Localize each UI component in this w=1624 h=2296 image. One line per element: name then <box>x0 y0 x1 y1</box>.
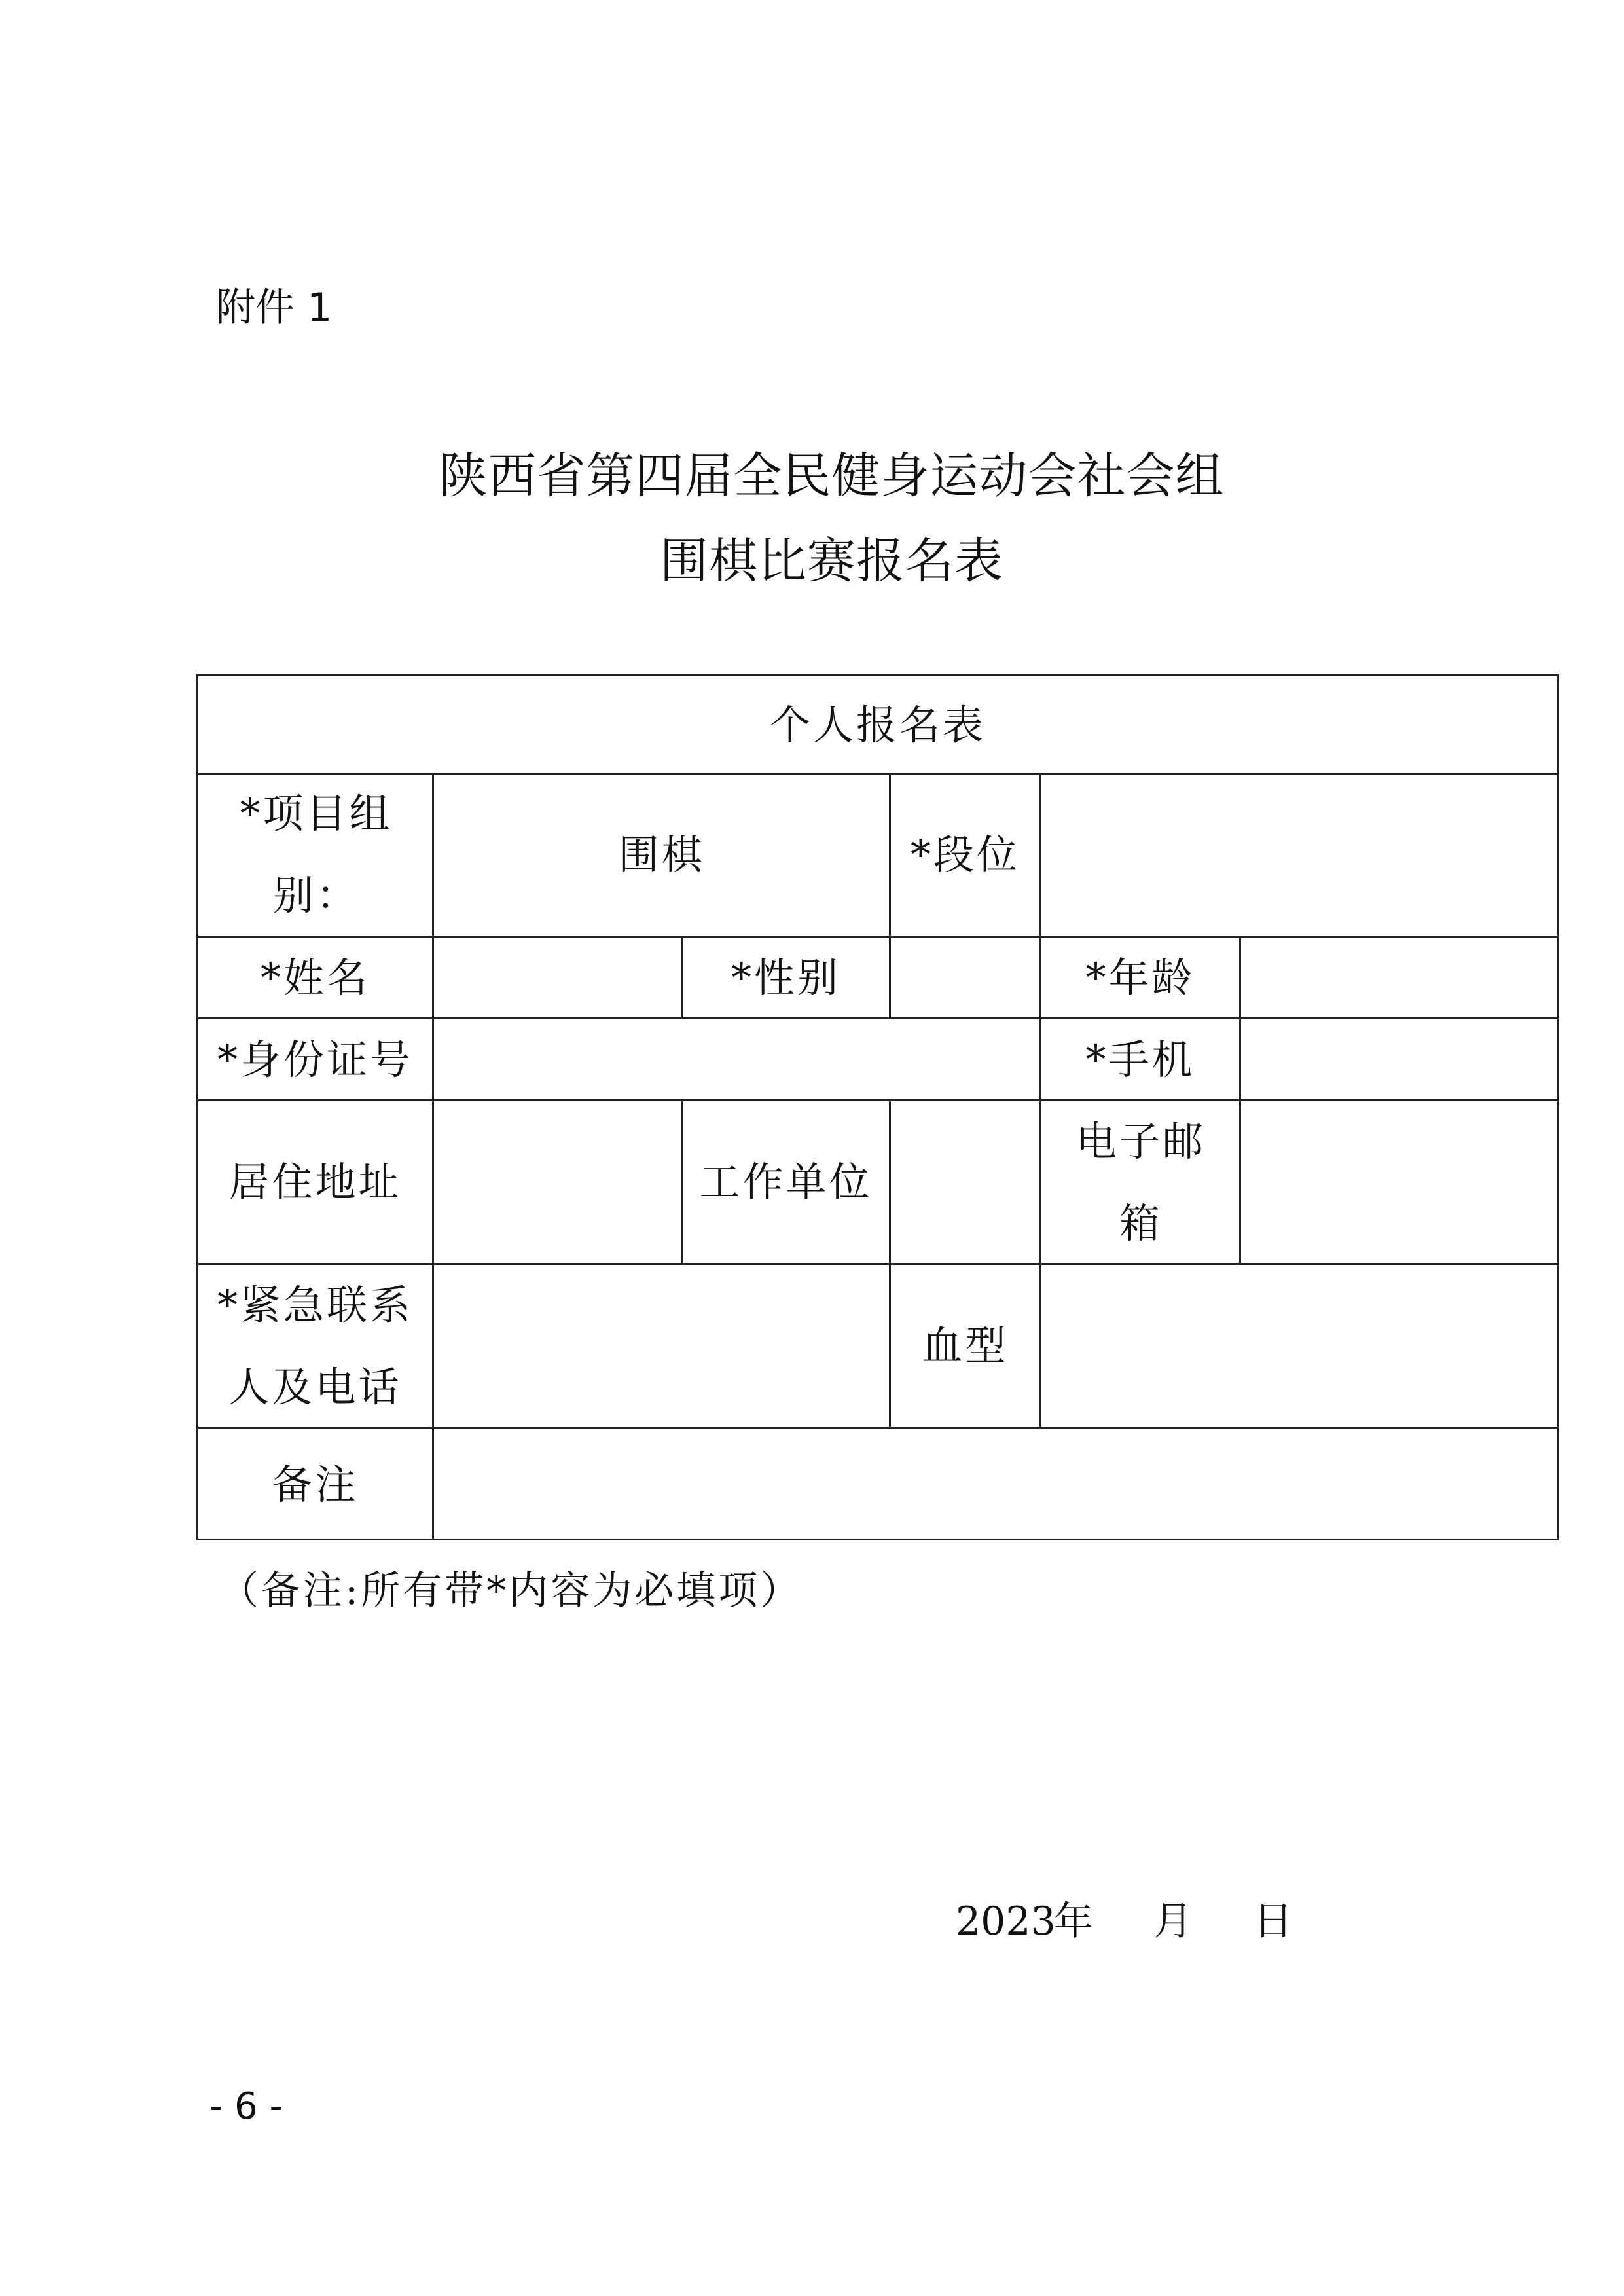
email-label: 电子邮箱 <box>1075 1117 1206 1247</box>
gender-field[interactable] <box>891 938 1039 1017</box>
remark-field[interactable] <box>434 1429 1557 1540</box>
remark-label: 备注 <box>272 1460 359 1508</box>
id-number-field[interactable] <box>434 1019 1039 1099</box>
attachment-label: 附件 1 <box>216 285 333 331</box>
date-year-unit: 年 <box>1054 1899 1093 1944</box>
date-month-unit: 月 <box>1153 1899 1193 1944</box>
phone-label: *手机 <box>1085 1035 1195 1084</box>
work-unit-field[interactable] <box>891 1101 1039 1263</box>
date-day-unit: 日 <box>1254 1899 1293 1944</box>
emergency-contact-field[interactable] <box>434 1265 889 1427</box>
rank-label: *段位 <box>910 830 1020 879</box>
rank-field[interactable] <box>1041 773 1557 936</box>
work-unit-label: 工作单位 <box>699 1158 873 1206</box>
phone-field[interactable] <box>1241 1019 1557 1099</box>
gender-label: *性别 <box>731 953 840 1002</box>
form-header: 个人报名表 <box>769 701 986 749</box>
group-value: 围棋 <box>618 830 705 879</box>
name-field[interactable] <box>434 938 681 1017</box>
address-label: 居住地址 <box>228 1158 402 1206</box>
document-title-line1: 陕西省第四届全民健身运动会社会组 <box>439 448 1225 504</box>
date-year: 2023 <box>956 1899 1056 1944</box>
document-title-line2: 围棋比赛报名表 <box>660 533 1003 589</box>
name-label: *姓名 <box>260 953 370 1002</box>
address-field[interactable] <box>434 1101 681 1263</box>
blood-type-field[interactable] <box>1041 1265 1557 1427</box>
registration-form-table <box>196 674 1559 1540</box>
blood-type-label: 血型 <box>922 1322 1009 1370</box>
required-footnote: （备注:所有带*内容为必填项） <box>219 1568 803 1614</box>
page-number: - 6 - <box>209 2085 283 2128</box>
id-number-label: *身份证号 <box>217 1035 413 1084</box>
age-field[interactable] <box>1241 938 1557 1017</box>
group-label: *项目组别： <box>240 790 393 919</box>
age-label: *年龄 <box>1085 953 1195 1002</box>
email-field[interactable] <box>1241 1101 1557 1263</box>
emergency-contact-label: *紧急联系人及电话 <box>217 1281 413 1411</box>
